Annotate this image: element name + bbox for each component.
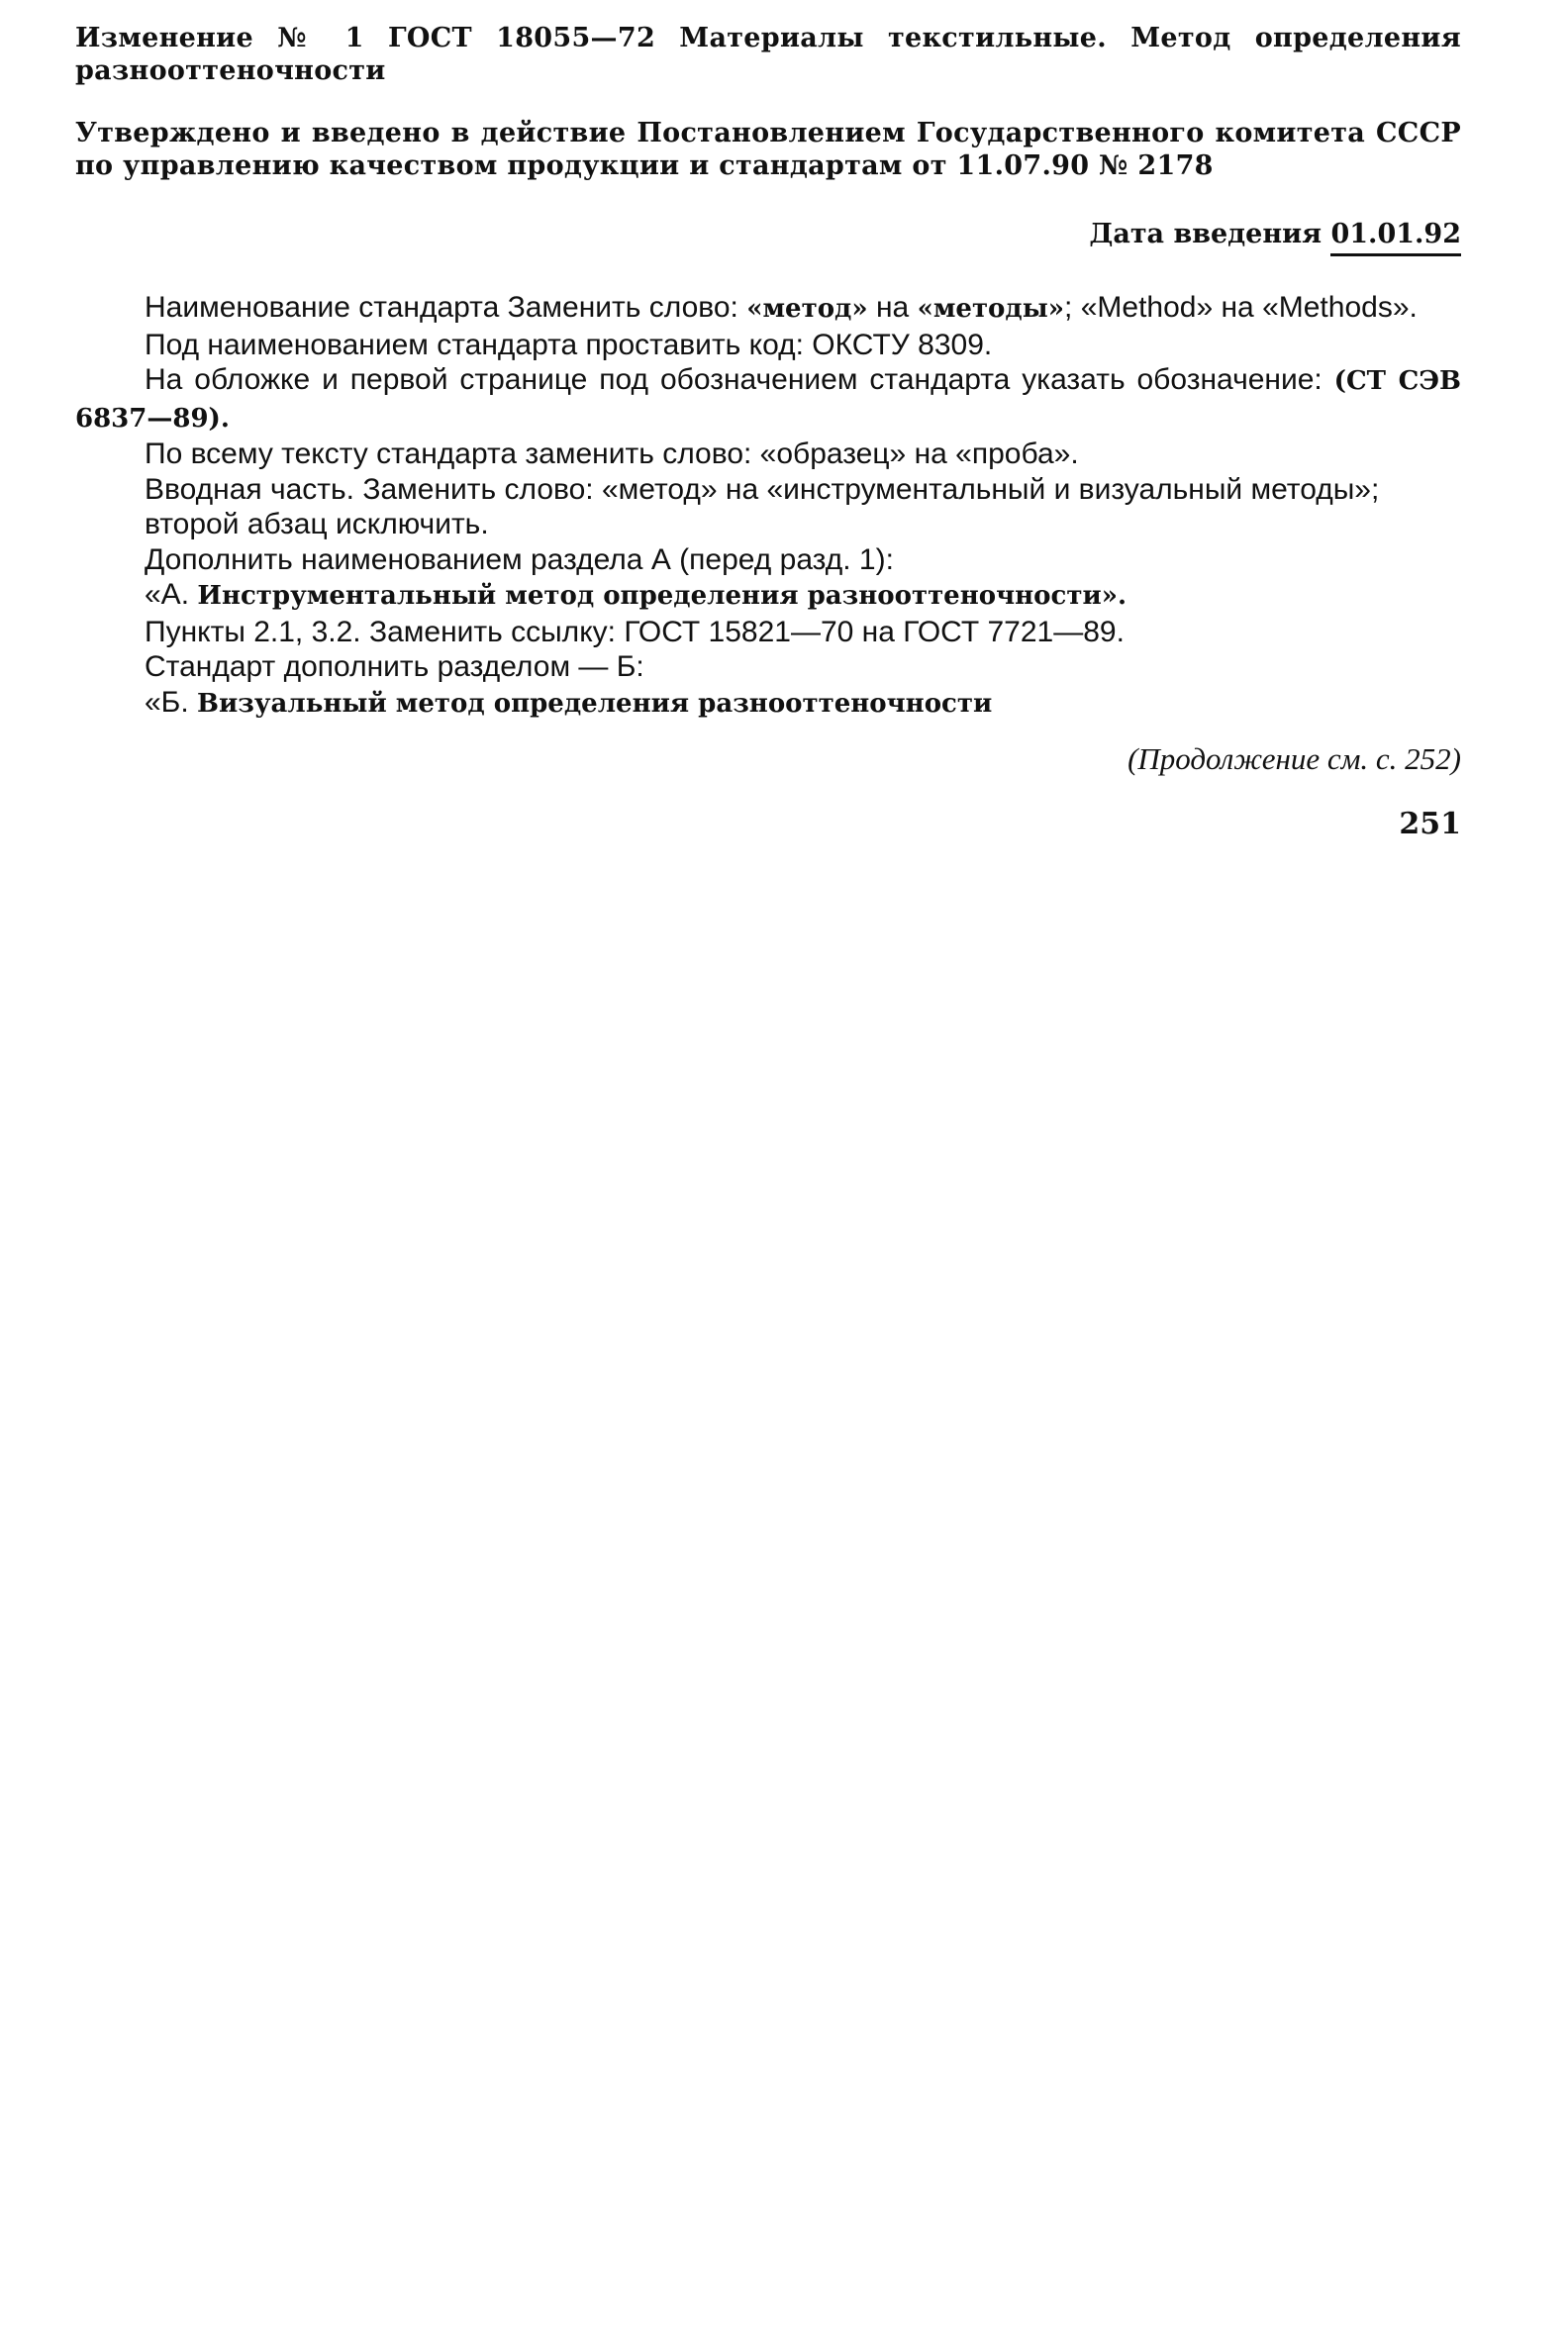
paragraph-section-a-title: «А. Инструментальный метод определения разнооттеночности». [145, 578, 1127, 611]
page-number: 251 [1399, 807, 1461, 841]
paragraph-title-change: Наименование стандарта Заменить слово: «метод» на «методы»; «Method» на «Methods». [145, 291, 1418, 324]
paragraph-code: Под наименованием стандарта проставить код: ОКСТУ 8309. [145, 328, 993, 361]
paragraph-word-replace: По всему тексту стандарта заменить слово: «образец» на «проба». [145, 438, 1079, 470]
paragraph-reference-change: Пункты 2.1, 3.2. Заменить ссылку: ГОСТ 15821—70 на ГОСТ 7721—89. [145, 615, 1125, 648]
page-content [75, 22, 1461, 842]
continued-note: (Продолжение см. с. 252) [1127, 741, 1461, 776]
paragraph-intro: Вводная часть. Заменить слово: «метод» на «инструментальный и визуальный методы»; [145, 472, 1380, 506]
amendment-title: Изменение № 1 ГОСТ 18055—72 Материалы текстильные. Метод определения разнооттеночности [75, 23, 1461, 86]
paragraph-section-b-intro: Стандарт дополнить разделом — Б: [145, 650, 644, 683]
approval-statement: Утверждено и введено в действие Постановлением Государственного комитета СССР по управлению качеством продукции и стандартам от 11.07.90 № 2178 [75, 118, 1461, 181]
paragraph-section-b-title: «Б. Визуальный метод определения разнооттеночности [145, 685, 993, 719]
paragraph-designation: На обложке и первой странице под обозначением стандарта указать обозначение: (СТ СЭВ 6837—89). [75, 363, 1461, 434]
paragraph-section-a-intro: Дополнить наименованием раздела А (перед разд. 1): [145, 542, 894, 576]
paragraph-exclude: второй абзац исключить. [145, 508, 489, 540]
effective-date-value: 01.01.92 [1330, 218, 1461, 256]
effective-date-label: Дата введения [1089, 219, 1323, 249]
amendment-body [75, 290, 1461, 722]
effective-date [75, 218, 1461, 256]
